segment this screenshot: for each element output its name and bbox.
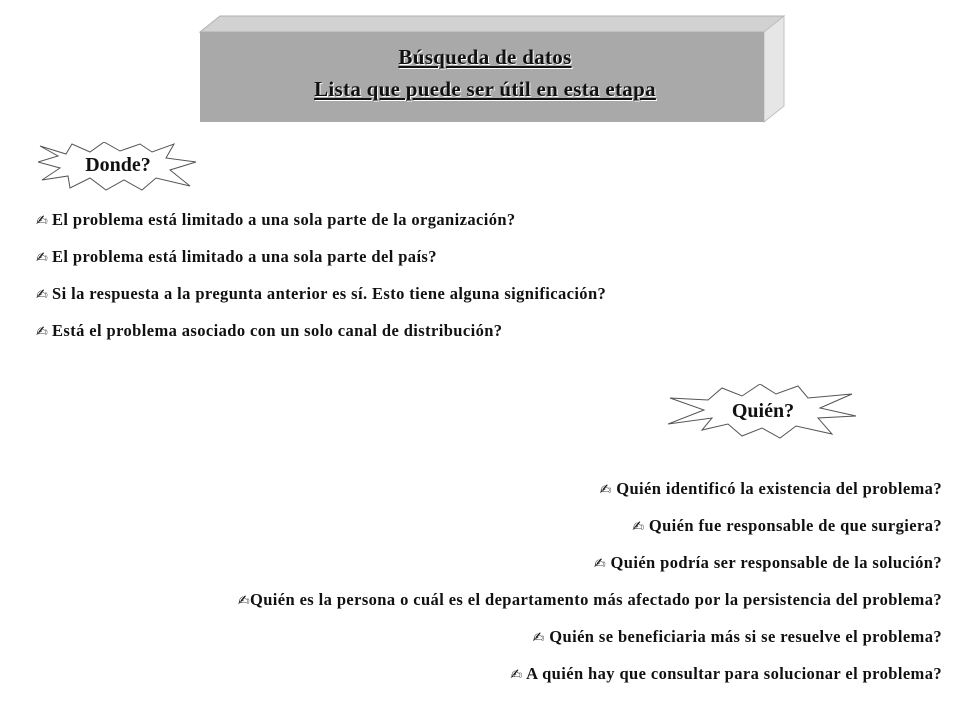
writing-hand-icon: ✍ [36, 250, 49, 266]
question-text: Quién es la persona o cuál es el departamento más afectado por la persistencia del problema? [249, 590, 942, 609]
list-item [36, 238, 606, 275]
question-text: Quién identificó la existencia del problema? [611, 479, 942, 498]
writing-hand-icon: ✍ [36, 213, 49, 229]
donde-heading: Donde? [85, 154, 151, 176]
list-item [36, 201, 606, 238]
donde-question-list [36, 201, 606, 349]
title-line-1: Búsqueda de datos [398, 45, 572, 69]
list-item [234, 544, 942, 581]
page-title [200, 44, 770, 102]
writing-hand-icon: ✍ [532, 630, 545, 646]
writing-hand-icon: ✍ [593, 556, 607, 572]
list-item [234, 470, 942, 507]
writing-hand-icon: ✍ [237, 593, 250, 609]
question-text: Quién podría ser responsable de la solución? [606, 553, 942, 572]
writing-hand-icon: ✍ [510, 667, 523, 683]
writing-hand-icon: ✍ [632, 519, 645, 535]
question-text: Quién fue responsable de que surgiera? [644, 516, 942, 535]
writing-hand-icon: ✍ [36, 324, 49, 340]
list-item [36, 312, 606, 349]
question-text: El problema está limitado a una sola parte de la organización? [52, 210, 516, 229]
writing-hand-icon: ✍ [36, 287, 49, 303]
list-item [234, 655, 942, 692]
quien-heading: Quién? [731, 400, 795, 422]
title-line-2: Lista que puede ser útil en esta etapa [314, 77, 656, 101]
question-text: Quién se beneficiaria más si se resuelve el problema? [544, 627, 942, 646]
list-item [36, 275, 606, 312]
writing-hand-icon: ✍ [599, 482, 612, 498]
question-text: El problema está limitado a una sola parte del país? [52, 247, 437, 266]
quien-question-list [234, 470, 942, 692]
quien-burst-label [668, 384, 858, 440]
donde-burst-label [38, 142, 198, 192]
list-item [234, 581, 942, 618]
list-item [234, 507, 942, 544]
question-text: A quién hay que consultar para solucionar el problema? [522, 664, 942, 683]
question-text: Está el problema asociado con un solo canal de distribución? [52, 321, 503, 340]
question-text: Si la respuesta a la pregunta anterior es sí. Esto tiene alguna significación? [52, 284, 607, 303]
title-banner [180, 14, 790, 124]
list-item [234, 618, 942, 655]
